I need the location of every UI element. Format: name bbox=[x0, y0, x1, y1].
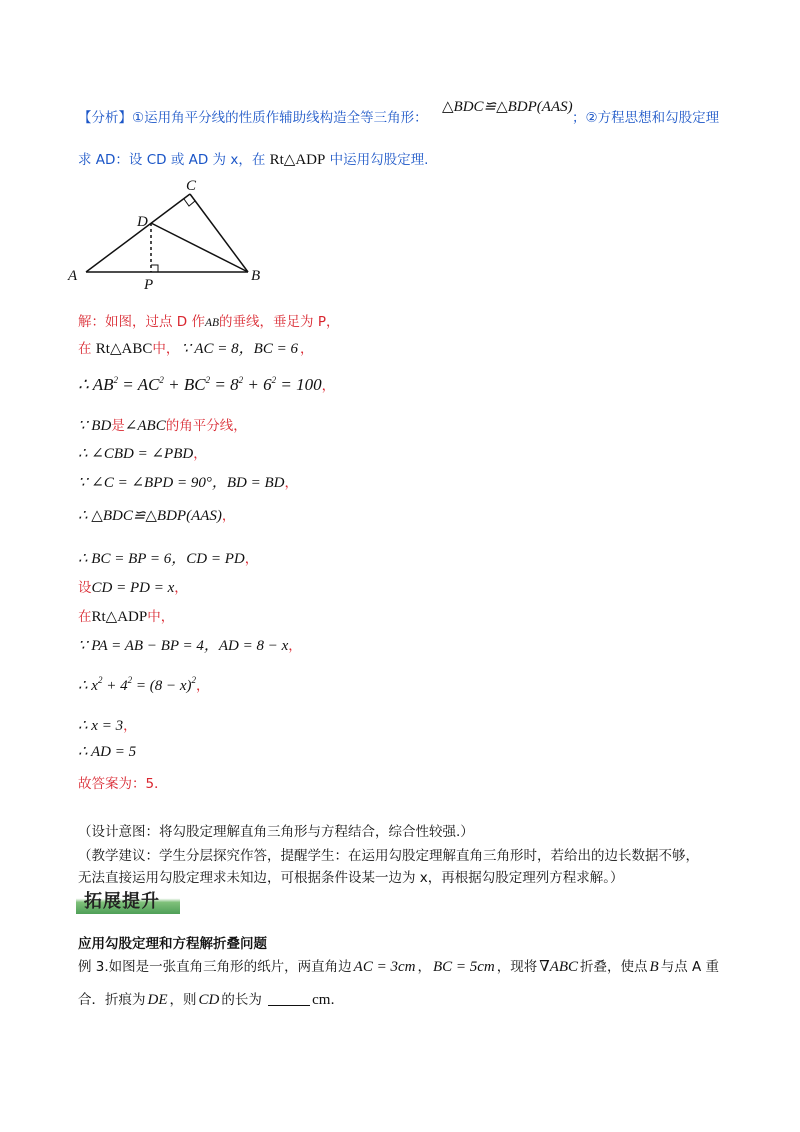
side-cb bbox=[190, 194, 248, 272]
solution-line-12: ∴ $x^2 + 4^2 = (8 - x)^2$， bbox=[78, 675, 210, 694]
section-badge-text: 拓展提升 bbox=[84, 891, 160, 912]
solution-line-8: ∴ BC = BP = 6，CD = PD， bbox=[78, 551, 259, 567]
analysis-rt-triangle: Rt△ADP bbox=[269, 152, 326, 168]
teaching-advice-2: 无法直接运用勾股定理求未知边，可根据条件设某一边为 x，再根据勾股定理列方程求解。） bbox=[78, 870, 624, 886]
analysis-label: 【分析】 bbox=[78, 110, 132, 126]
solution-answer: 故答案为：5． bbox=[78, 776, 168, 792]
right-angle-c bbox=[184, 199, 195, 206]
solution-line-6: ∵ ∠C = ∠BPD = 90°，BD = BD， bbox=[78, 475, 298, 491]
solution-line-10: 在Rt△ADP中， bbox=[78, 609, 175, 625]
triangle-figure bbox=[60, 176, 280, 296]
solution-line-5: ∴ ∠CBD = ∠PBD， bbox=[78, 446, 207, 462]
analysis-line-2: 求 AD：设 CD 或 AD 为 x，在 Rt△ADP 中运用勾股定理. bbox=[78, 152, 429, 168]
analysis-congruence bbox=[442, 97, 573, 117]
teaching-advice-1: （教学建议：学生分层探究作答，提醒学生：在运用勾股定理解直角三角形时，若给出的边长数据不够， bbox=[78, 848, 699, 864]
analysis-congruence-math: △BDC≌△BDP(AAS) bbox=[442, 99, 573, 115]
answer-blank[interactable] bbox=[268, 991, 310, 1006]
pythagoras-equation: ∴ $AB^2 = AC^2 + BC^2 = 8^2 + 6^2 = 100$ bbox=[78, 375, 322, 394]
solution-line-1: 解：如图，过点 D 作AB的垂线，垂足为 P， bbox=[78, 314, 340, 330]
analysis-part1: ①运用角平分线的性质作辅助线构造全等三角形： bbox=[132, 110, 428, 126]
solution-line-13: ∴ x = 3， bbox=[78, 718, 137, 734]
design-intent: （设计意图：将勾股定理解直角三角形与方程结合，综合性较强.） bbox=[78, 824, 474, 840]
solution-line-2: 在 Rt△ABC中， ∵ AC = 8，BC = 6 ， bbox=[78, 341, 314, 357]
label-p: P bbox=[144, 277, 154, 293]
right-angle-p bbox=[151, 265, 158, 272]
segment-bd bbox=[151, 223, 248, 272]
label-a: A bbox=[68, 268, 78, 284]
solution-line-14: ∴ AD = 5 bbox=[78, 744, 137, 760]
analysis-line-1 bbox=[78, 108, 428, 128]
label-b: B bbox=[251, 268, 261, 284]
label-d: D bbox=[137, 214, 148, 230]
section-heading: 应用勾股定理和方程解折叠问题 bbox=[78, 936, 267, 952]
solution-line-4: ∵ BD是∠ABC的角平分线， bbox=[78, 418, 247, 434]
solution-line-11: ∵ PA = AB − BP = 4，AD = 8 − x， bbox=[78, 638, 302, 654]
solution-line-7: ∴ △BDC≌△BDP(AAS)， bbox=[78, 508, 236, 524]
example-line-2: 合．折痕为 DE ，则 CD 的长为 cm． bbox=[78, 992, 344, 1008]
solution-line-3: ∴ $AB^2 = AC^2 + BC^2 = 8^2 + 6^2 = 100$， bbox=[78, 375, 336, 394]
label-c: C bbox=[186, 178, 197, 194]
analysis-part2: ；②方程思想和勾股定理 bbox=[572, 110, 720, 126]
solution-line-9: 设CD = PD = x， bbox=[78, 580, 188, 596]
side-ac bbox=[86, 194, 190, 272]
example-line-1: 例 3.如图是一张直角三角形的纸片，两直角边 AC = 3cm ， BC = 5cm ，现将 ∇ABC 折叠，使点 B 与点 A 重 bbox=[78, 959, 720, 975]
